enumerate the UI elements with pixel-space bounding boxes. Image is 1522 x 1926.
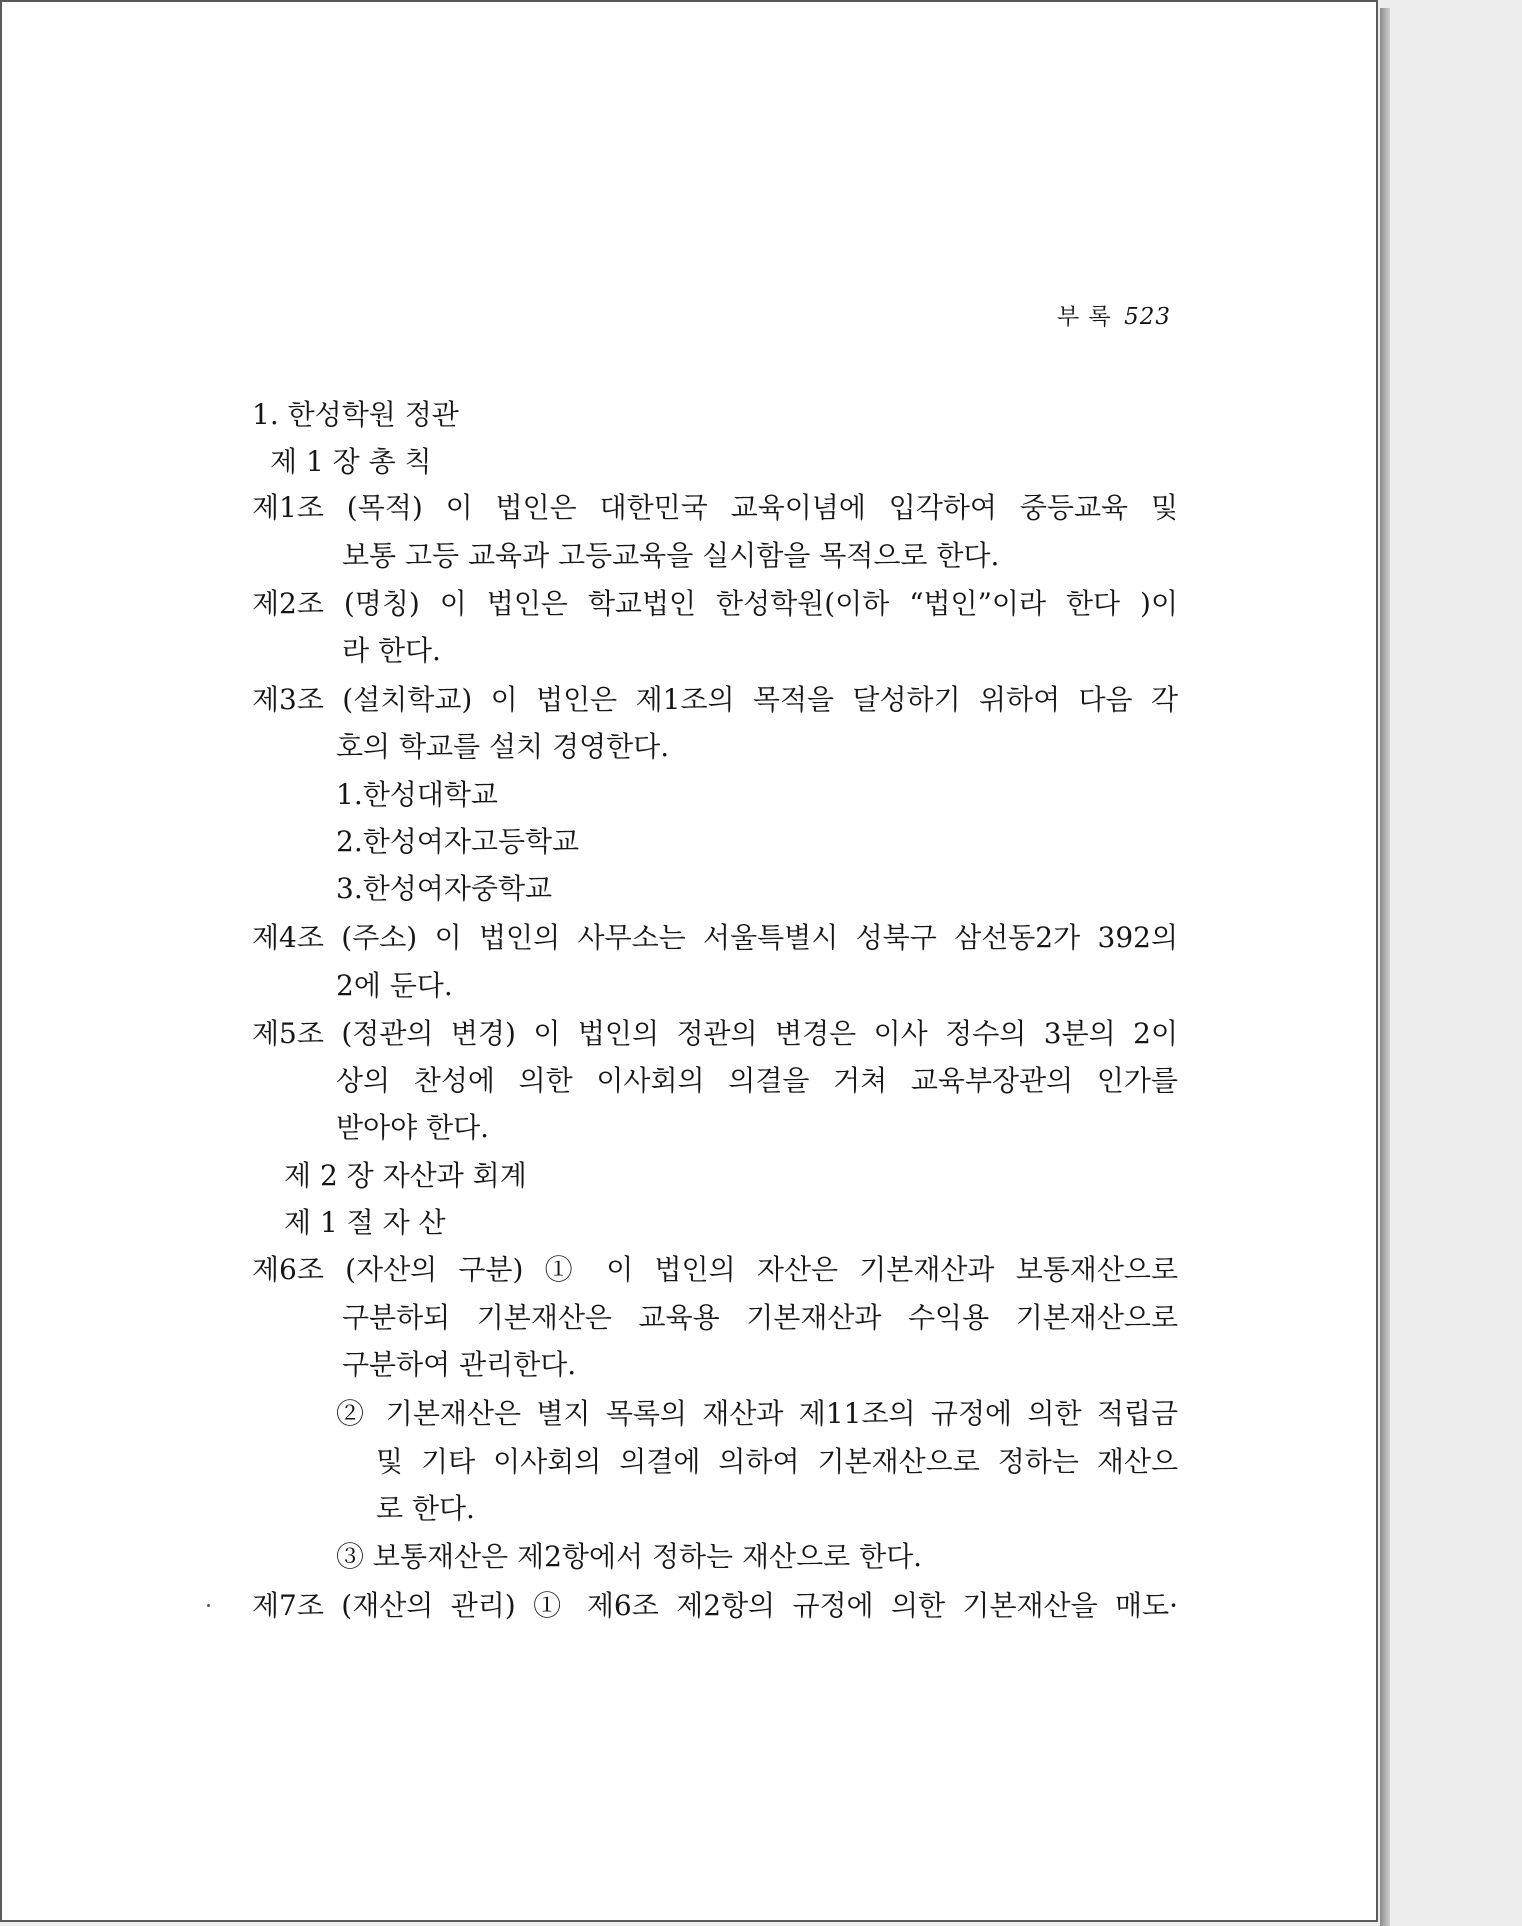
article-line: 상의 찬성에 의한 이사회의 의결을 거쳐 교육부장관의 인가를 [336, 1064, 1178, 1097]
article-line: 제4조 (주소) 이 법인의 사무소는 서울특별시 성북구 삼선동2가 392의 [252, 921, 1178, 954]
article-line: 구분하여 관리한다. [342, 1348, 577, 1381]
chapter-heading: 제 2 장 자산과 회계 [284, 1159, 527, 1192]
page-edge-shadow [1380, 8, 1390, 1926]
running-header [1057, 298, 1171, 331]
article-line: 보통 고등 교육과 고등교육을 실시함을 목적으로 한다. [342, 539, 1000, 572]
paragraph-line: 및 기타 이사회의 의결에 의하여 기본재산으로 정하는 재산으 [376, 1445, 1178, 1478]
section-heading: 제 1 절 자 산 [284, 1206, 446, 1239]
scan-mark [207, 1604, 210, 1607]
paragraph-line: ③ 보통재산은 제2항에서 정하는 재산으로 한다. [336, 1540, 923, 1573]
article-line: 제7조 (재산의 관리) ① 제6조 제2항의 규정에 의한 기본재산을 매도· [252, 1589, 1178, 1622]
article-line: 제3조 (설치학교) 이 법인은 제1조의 목적을 달성하기 위하여 다음 각 [252, 683, 1178, 716]
article-line: 라 한다. [342, 634, 441, 667]
article-line: 제6조 (자산의 구분) ① 이 법인의 자산은 기본재산과 보통재산으로 [252, 1253, 1178, 1286]
article-line: 제1조 (목적) 이 법인은 대한민국 교육이념에 입각하여 중등교육 및 [252, 491, 1178, 524]
chapter-heading: 제 1 장 총 칙 [270, 445, 432, 478]
list-item: 1.한성대학교 [336, 778, 498, 811]
paragraph-line: 로 한다. [376, 1492, 475, 1525]
document-title: 1. 한성학원 정관 [252, 398, 459, 431]
article-line: 제2조 (명칭) 이 법인은 학교법인 한성학원(이하 “법인”이라 한다 )이 [252, 587, 1178, 620]
article-line: 구분하되 기본재산은 교육용 기본재산과 수익용 기본재산으로 [342, 1301, 1178, 1334]
list-item: 3.한성여자중학교 [336, 872, 553, 905]
section-label: 부 록 [1057, 304, 1112, 330]
article-line: 호의 학교를 설치 경영한다. [336, 730, 670, 763]
page-number: 523 [1124, 304, 1171, 330]
article-line: 2에 둔다. [336, 969, 453, 1002]
paragraph-line: ② 기본재산은 별지 목록의 재산과 제11조의 규정에 의한 적립금 [336, 1397, 1178, 1430]
article-line: 제5조 (정관의 변경) 이 법인의 정관의 변경은 이사 정수의 3분의 2이 [252, 1017, 1178, 1050]
article-line: 받아야 한다. [336, 1111, 490, 1144]
list-item: 2.한성여자고등학교 [336, 825, 580, 858]
